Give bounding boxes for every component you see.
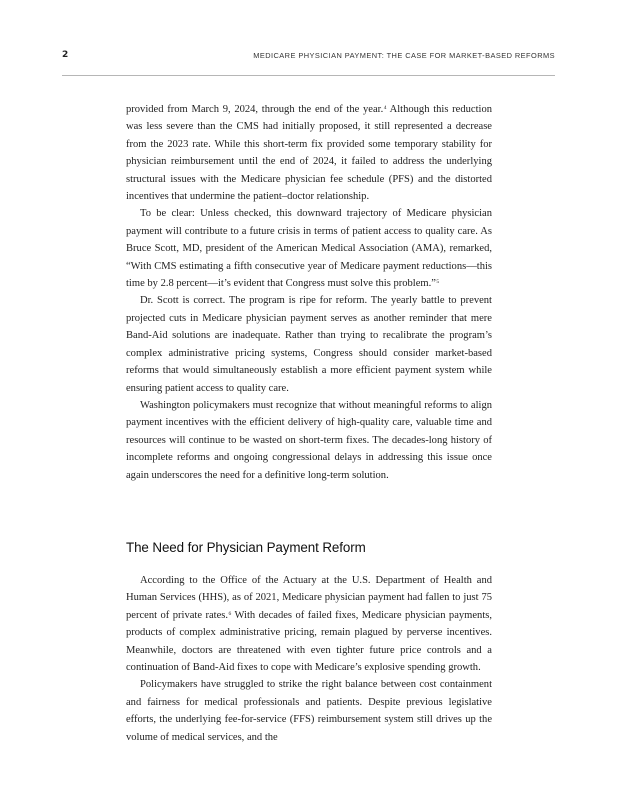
paragraph-1-text-b: Although this reduction was less severe than the CMS had initially proposed, it still represented a decrease from the 2023 rate. While this short-term fix provided some temporary stability for physician reimbursement until the end of 2024, it failed to address the underlying structural issues with the Medicare physician fee schedule (PFS) and the distorted incentives that undermine the patient–doctor relationship. — [126, 104, 492, 203]
paragraph-5 — [126, 572, 492, 676]
paragraph-3-text: Dr. Scott is correct. The program is ripe for reform. The yearly battle to prevent projected cuts in Medicare physician payment serves as another reminder that mere Band-Aid solutions are inadequate. Rather than trying to recalibrate the program’s complex administrative pricing systems, Congress should consider market-based reforms that would simultaneously establish a more efficient payment system while ensuring patient access to quality care. — [126, 295, 492, 394]
body-text-bottom — [126, 572, 492, 746]
paragraph-1-text-a: provided from March 9, 2024, through the end of the year. — [126, 104, 384, 115]
paragraph-2 — [126, 205, 492, 292]
footnote-ref-6[interactable]: 6 — [228, 610, 232, 617]
running-header-title: MEDICARE PHYSICIAN PAYMENT: THE CASE FOR MARKET-BASED REFORMS — [253, 51, 555, 60]
paragraph-6 — [126, 676, 492, 746]
body-text-top — [126, 101, 492, 484]
paragraph-1 — [126, 101, 492, 205]
footnote-ref-5[interactable]: 5 — [436, 279, 440, 286]
footnote-ref-4[interactable]: 4 — [383, 105, 387, 111]
paragraph-5-text-a: According to the Office of the Actuary at the U.S. Department of Health and Human Services (HHS), as of 2021, Medicare physician payment had fallen to just 75 percent of private rates. — [126, 575, 492, 621]
paragraph-3 — [126, 292, 492, 396]
page-number: 2 — [62, 50, 69, 60]
header-divider — [62, 75, 555, 76]
paragraph-5-text-b: With decades of failed fixes, Medicare physician payments, products of complex administrative pricing, remain plagued by perverse incentives. Meanwhile, doctors are threatened with even tighter future price controls and a continuation of Band-Aid fixes to cope with Medicare’s explosive spending growth. — [126, 609, 492, 674]
paragraph-4 — [126, 397, 492, 484]
paragraph-4-text: Washington policymakers must recognize that without meaningful reforms to align payment incentives with the efficient delivery of high-quality care, valuable time and resources will continue to be wasted on short-term fixes. The decades-long history of incomplete reforms and ongoing congressional delays in addressing this issue once again underscores the need for a definitive long-term solution. — [126, 399, 492, 481]
section-heading: The Need for Physician Payment Reform — [126, 540, 366, 555]
paragraph-2-text: To be clear: Unless checked, this downward trajectory of Medicare physician payment will contribute to a future crisis in terms of patient access to quality care. As Bruce Scott, MD, president of the American Medical Association (AMA), remarked, “With CMS estimating a fifth consecutive year of Medicare payment reductions—this time by 2.8 percent—it’s evident that Congress must solve this problem.” — [126, 208, 492, 290]
paragraph-6-text: Policymakers have struggled to strike the right balance between cost containment and fairness for medical professionals and patients. Despite previous legislative efforts, the underlying fee-for-service (FFS) reimbursement system still drives up the volume of medical services, and the — [126, 679, 492, 743]
